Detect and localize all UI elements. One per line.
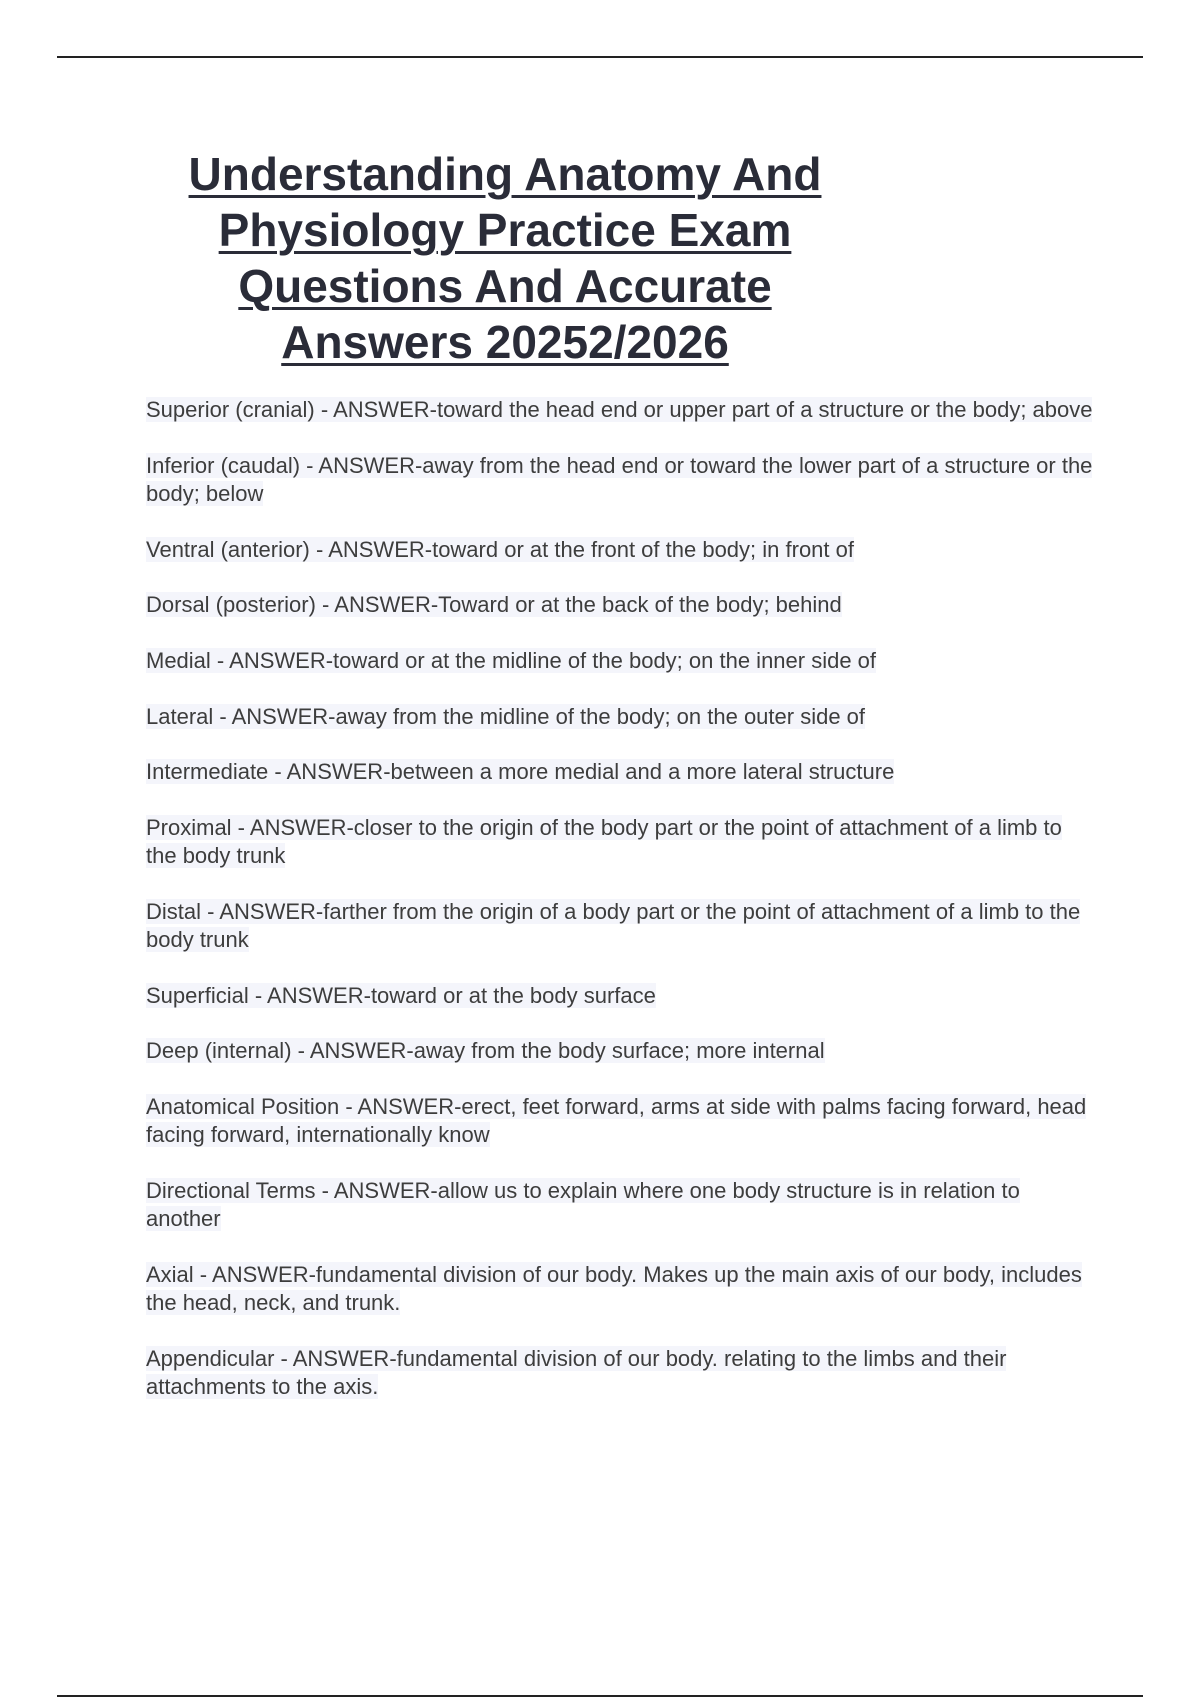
qa-entry-lateral: Lateral - ANSWER-away from the midline of the body; on the outer side of [146,704,866,729]
top-rule [57,56,1143,58]
qa-entry-ventral: Ventral (anterior) - ANSWER-toward or at the front of the body; in front of [146,537,854,562]
qa-entry-inferior: Inferior (caudal) - ANSWER-away from the head end or toward the lower part of a structure or the body; below [146,453,1093,506]
title-line: Physiology Practice Exam [218,204,792,256]
qa-entry-intermediate: Intermediate - ANSWER-between a more medial and a more lateral structure [146,759,895,784]
title-line: Answers 20252/2026 [281,316,729,368]
qa-entry-distal: Distal - ANSWER-farther from the origin of a body part or the point of attachment of a limb to the body trunk [146,899,1081,952]
document-title [160,146,850,370]
qa-entry-dorsal: Dorsal (posterior) - ANSWER-Toward or at the back of the body; behind [146,592,842,617]
qa-entry-proximal: Proximal - ANSWER-closer to the origin of the body part or the point of attachment of a limb to the body trunk [146,815,1062,868]
title-line: Understanding Anatomy And [188,148,822,200]
qa-entry-superior: Superior (cranial) - ANSWER-toward the head end or upper part of a structure or the body; above [146,397,1093,422]
qa-entry-axial: Axial - ANSWER-fundamental division of our body. Makes up the main axis of our body, includes the head, neck, and trunk. [146,1262,1082,1315]
qa-entry-deep: Deep (internal) - ANSWER-away from the body surface; more internal [146,1038,825,1063]
question-answer-list [146,396,1096,1401]
qa-entry-anatomical-position: Anatomical Position - ANSWER-erect, feet forward, arms at side with palms facing forward, head facing forward, internationally know [146,1094,1087,1147]
qa-entry-superficial: Superficial - ANSWER-toward or at the body surface [146,983,656,1008]
qa-entry-appendicular: Appendicular - ANSWER-fundamental division of our body. relating to the limbs and their attachments to the axis. [146,1346,1007,1399]
bottom-rule [57,1695,1143,1697]
qa-entry-medial: Medial - ANSWER-toward or at the midline of the body; on the inner side of [146,648,877,673]
qa-entry-directional-terms: Directional Terms - ANSWER-allow us to explain where one body structure is in relation to another [146,1178,1020,1231]
title-line: Questions And Accurate [238,260,772,312]
